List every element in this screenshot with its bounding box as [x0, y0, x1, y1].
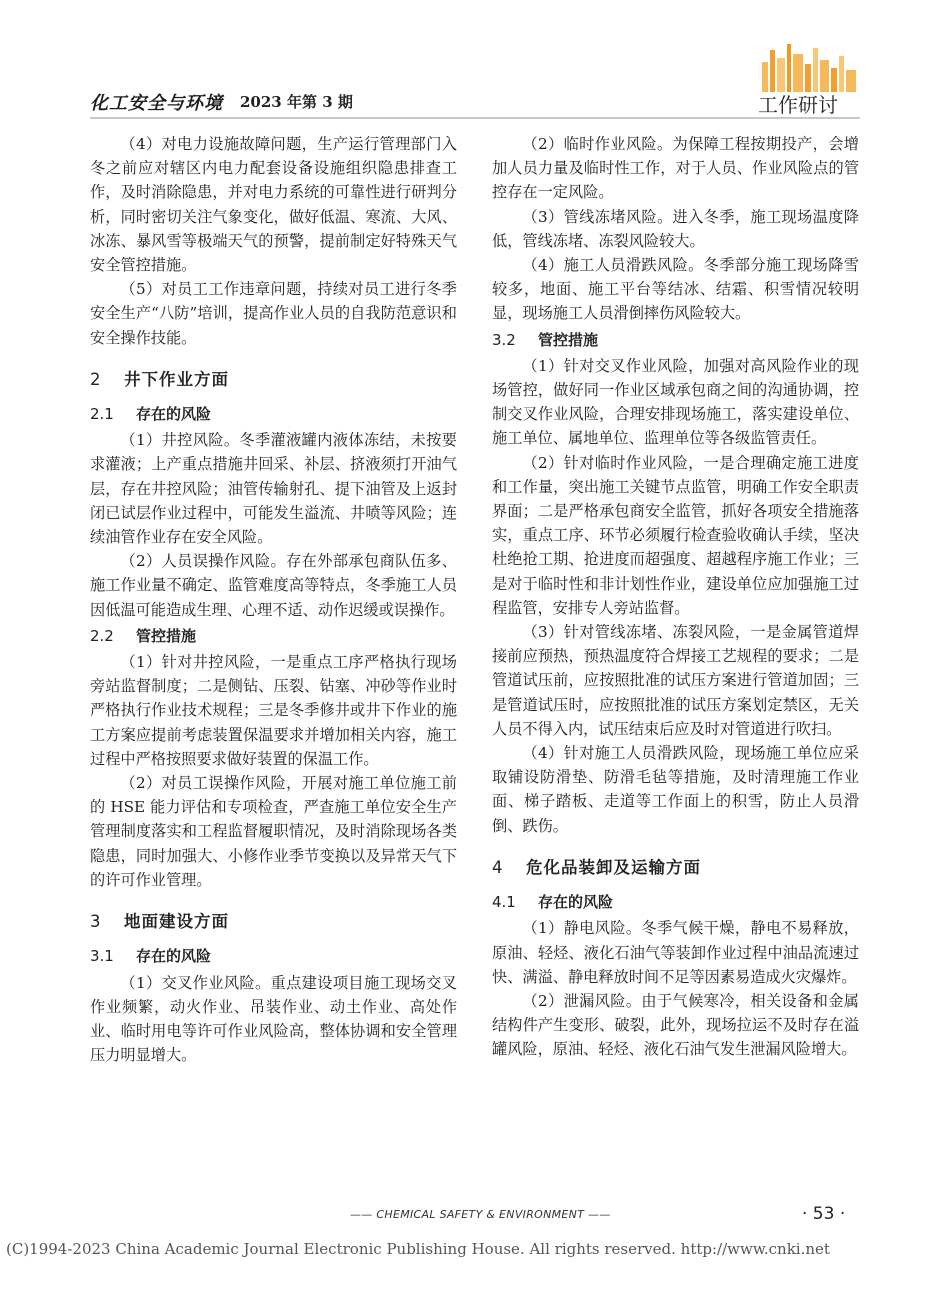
page-header	[90, 85, 860, 115]
right-column	[492, 132, 859, 1062]
subsection-heading	[90, 402, 457, 426]
paragraph: （1）井控风险。冬季灌液罐内液体冻结，未按要求灌液；上产重点措施井回采、补层、挤液须打开油气层，存在井控风险；油管传输射孔、提下油管及上返封闭已试层作业过程中，可能发生溢流、井喷等风险；连续油管作业存在安全风险。	[90, 431, 457, 547]
journal-name: 化工安全与环境	[90, 93, 223, 114]
subsection-heading	[492, 328, 859, 352]
section-number: 4	[492, 857, 504, 877]
paragraph: （4）针对施工人员滑跌风险，现场施工单位应采取铺设防滑垫、防滑毛毡等措施，及时清理施工作业面、梯子踏板、走道等工作面上的积雪，防止人员滑倒、跌伤。	[492, 744, 859, 835]
subsection-heading	[90, 624, 457, 648]
subsection-number: 3.2	[492, 330, 516, 349]
section-number: 2	[90, 369, 102, 389]
section-heading	[90, 910, 457, 934]
subsection-number: 3.1	[90, 947, 114, 966]
subsection-number: 4.1	[492, 893, 516, 912]
paragraph: （3）针对管线冻堵、冻裂风险，一是金属管道焊接前应预热，预热温度符合焊接工艺规程的要求；二是管道试压前，应按照批准的试压方案进行管道加固；三是管道试压时，应按照批准的试压方案划定禁区，无关人员不得入内，试压结束后应及时对管道进行吹扫。	[492, 623, 859, 738]
paragraph: （4）施工人员滑跌风险。冬季部分施工现场降雪较多，地面、施工平台等结冰、结霜、积雪情况较明显，现场施工人员滑倒摔伤风险较大。	[492, 256, 859, 323]
section-title: 井下作业方面	[124, 369, 229, 389]
subsection-number: 2.2	[90, 626, 114, 645]
left-column	[90, 132, 457, 1067]
paragraph: （1）针对井控风险，一是重点工序严格执行现场旁站监督制度；二是侧钻、压裂、钻塞、冲砂等作业时严格执行作业技术规程；三是冬季修井或井下作业的施工方案应提前考虑装置保温要求并增加相关内容，施工过程中严格按照要求做好装置的保温工作。	[90, 653, 457, 768]
subsection-title: 存在的风险	[136, 405, 212, 424]
paragraph: （3）管线冻堵风险。进入冬季，施工现场温度降低，管线冻堵、冻裂风险较大。	[492, 207, 859, 250]
paragraph: （2）临时作业风险。为保障工程按期投产，会增加人员力量及临时性工作，对于人员、作业风险点的管控存在一定风险。	[492, 135, 859, 202]
subsection-title: 管控措施	[538, 330, 599, 349]
issue-label: 2023 年第 3 期	[240, 93, 353, 111]
subsection-number: 2.1	[90, 405, 114, 424]
subsection-title: 存在的风险	[136, 947, 212, 966]
copyright-notice: (C)1994-2023 China Academic Journal Electronic Publishing House. All rights reserved. http://www.cnki.net	[6, 1240, 830, 1258]
subsection-title: 管控措施	[136, 626, 197, 645]
section-title: 地面建设方面	[124, 912, 229, 932]
paragraph: （4）对电力设施故障问题，生产运行管理部门入冬之前应对辖区内电力配套设备设施组织隐患排查工作，及时消除隐患，并对电力系统的可靠性进行研判分析，同时密切关注气象变化，做好低温、寒流、大风、冰冻、暴风雪等极端天气的预警，提前制定好特殊天气安全管控措施。	[90, 135, 457, 275]
footer-journal-name: —— CHEMICAL SAFETY & ENVIRONMENT ——	[350, 1208, 611, 1221]
paragraph: （5）对员工工作违章问题，持续对员工进行冬季安全生产“八防”培训，提高作业人员的自我防范意识和安全操作技能。	[90, 280, 457, 347]
industrial-skyline-icon	[760, 40, 860, 102]
paragraph: （2）对员工误操作风险，开展对施工单位施工前的 HSE 能力评估和专项检查，严查施工单位安全生产管理制度落实和工程监督履职情况，及时消除现场各类隐患，同时加强大、小修作业季节变换以及异常天气下的许可作业管理。	[90, 774, 457, 889]
paragraph: （2）泄漏风险。由于气候寒冷，相关设备和金属结构件产生变形、破裂，此外，现场拉运不及时存在溢罐风险，原油、轻烃、液化石油气发生泄漏风险增大。	[492, 991, 859, 1059]
paragraph: （1）静电风险。冬季气候干燥，静电不易释放，原油、轻烃、液化石油气等装卸作业过程中油品流速过快、满溢、静电释放时间不足等因素易造成火灾爆炸。	[492, 919, 859, 986]
subsection-heading	[492, 890, 859, 914]
section-heading	[492, 856, 859, 880]
subsection-title: 存在的风险	[538, 893, 614, 912]
section-heading	[90, 368, 457, 392]
section-number: 3	[90, 912, 102, 932]
page-number: · 53 ·	[802, 1204, 846, 1224]
column-title: 工作研讨	[758, 93, 838, 117]
paragraph: （2）人员误操作风险。存在外部承包商队伍多、施工作业量不确定、监管难度高等特点，冬季施工人员因低温可能造成生理、心理不适、动作迟缓或误操作。	[90, 552, 457, 619]
paragraph: （1）交叉作业风险。重点建设项目施工现场交叉作业频繁，动火作业、吊装作业、动土作业、高处作业、临时用电等许可作业风险高，整体协调和安全管理压力明显增大。	[90, 973, 457, 1065]
header-rule	[90, 117, 860, 119]
paragraph: （2）针对临时作业风险，一是合理确定施工进度和工作量，突出施工关键节点监管，明确工作安全职责界面；二是严格承包商安全监管，抓好各项安全措施落实，重点工序、环节必须履行检查验收确认手续，坚决杜绝抢工期、抢进度而超强度、超越程序施工作业；三是对于临时性和非计划性作业，建设单位应加强施工过程监管，安排专人旁站监督。	[492, 453, 859, 617]
paragraph: （1）针对交叉作业风险，加强对高风险作业的现场管控，做好同一作业区域承包商之间的沟通协调，控制交叉作业风险，合理安排现场施工，落实建设单位、施工单位、属地单位、监理单位等各级监管责任。	[492, 356, 859, 448]
section-title: 危化品装卸及运输方面	[526, 857, 701, 877]
subsection-heading	[90, 944, 457, 968]
